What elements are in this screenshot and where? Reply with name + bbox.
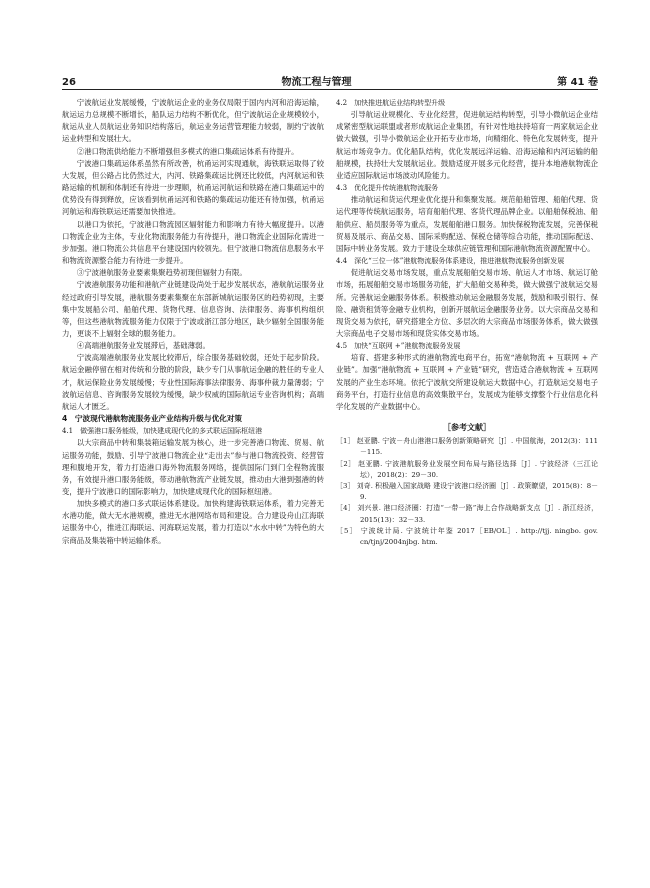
subsection-heading-4-3: 4.3 优化提升传统港航物流服务	[336, 184, 439, 193]
paragraph: 以港口为依托，宁波港口物流园区辐射能力和影响力有待大幅度提升。以港口物流企业为主体，专业化物流服务能力有待提升，港口物流企业国际化需进一步加强。港口物流公共信息平台建设国内较领先。但宁波港口物流信息服务水平和物流资源整合能力有待进一步提升。	[62, 219, 324, 266]
reference-item: ［2］ 赵亚鹏. 宁波港航服务业发展空间布局与路径选择［J］. 宁波经济（三江论坛），2018(2)：29－30.	[336, 459, 598, 479]
right-column	[336, 97, 598, 548]
paragraph: ④高端港航服务业发展滞后，基础薄弱。	[76, 341, 210, 351]
paragraph: 引导航运业规模化、专业化经营，促进航运结构转型，引导小微航运企业结成紧密型航运联盟或者形成航运企业集团，有针对性地扶持培育一两家航运企业做大做强，引导小微航运企业开拓专业市场，向精细化、特色化发展转变，提升航运市场竞争力。优化船队结构，优化发展远洋运输、沿海运输和内河运输的船舶规模，扶持壮大发展航运业。鼓励适度开展多元化经营，提升本地港航物流企业适应国际航运市场波动风险能力。	[336, 110, 598, 180]
paragraph: ③宁波港航服务业要素集聚趋势初现但辐射力有限。	[76, 268, 247, 278]
reference-item: ［4］ 刘兴景. 港口经济圈：打造“一带一路”海上合作战略新支点［J］. 浙江经济，2015(13)：32－33.	[336, 504, 598, 524]
subsection-heading-4-5: 4.5 加快“互联网 +”港航物流服务发展	[336, 342, 461, 351]
paragraph: 以大宗商品中转和集装箱运输发展为核心，进一步完善港口物流、贸易、航运服务功能，鼓励、引导宁波港口物流企业“走出去”参与港口物流投资、经营管理和腹地开发，着力打造港口海外物流服务网络，提供国际门到门全程物流服务，有效提升港口服务能级，带动港航物流产业链发展，推动由大港到强港的转变，提升宁波港口的国际影响力，加快建成现代化的国际枢纽港。	[62, 438, 324, 496]
subsection-heading-4-1: 4.1 做强港口服务能级，加快建成现代化的多式联运国际枢纽港	[62, 427, 263, 436]
paragraph: 宁波高端港航服务业发展比较滞后，综合服务基础较弱，还处于起步阶段。航运金融停留在相对传统和分散的阶段，缺少专门从事航运金融的胜任的专业人才，航运保险业务发展缓慢；专业性国际海事法律服务、海事仲裁力量薄弱；宁波航运信息、咨询服务发展较为缓慢，缺少权威的国际航运专业咨询机构；高端航运人才匮乏。	[62, 353, 324, 411]
page-number: 26	[62, 77, 76, 88]
subsection-heading-4-4: 4.4 深化“三位一体”港航物流服务体系建设，推进港航物流服务创新发展	[336, 257, 565, 266]
volume-number: 第 41 卷	[557, 77, 598, 88]
journal-title: 物流工程与管理	[281, 77, 352, 88]
paragraph: 促进航运交易市场发展，重点发展船舶交易市场、航运人才市场、航运订舱市场，拓展船舶交易市场服务功能，扩大船舶交易种类，做大做强宁波航运交易所。完善航运金融服务体系。积极推动航运金融服务发展，鼓励和吸引银行、保险、融资租赁等金融专业机构，创新开展航运金融服务业务。以大宗商品交易和现货交易为依托，研究搭建全方位、多层次的大宗商品市场服务体系，做大做强大宗商品电子交易市场和现货实体交易市场。	[336, 268, 598, 338]
paragraph: 宁波港口集疏运体系虽然有所改善，杭甬运河实现通航，海铁联运取得了较大发展，但公路占比仍然过大，内河、铁路集疏运比例还比较低，内河航运和铁路运输的机制和体制还有待进一步理顺，杭甬运河航运和铁路在港口集疏运中的优势没有得到释放，应该看到杭甬运河和铁路的集疏运功能还有待加强，杭甬运河航运和海铁联运还需要加快推进。	[62, 158, 324, 217]
page-header	[62, 72, 598, 88]
paragraph: 培育、搭建多种形式的港航物流电商平台，拓宽“港航物流 + 互联网 + 产业链”。加强“港航物流 + 互联网 + 产业链”研究，营造适合港航物流 + 互联网发展的产业生态环境。依托宁波航交所建设航运大数据中心，打造航运交易电子商务平台，打造行业信息的高效集散平台，发展成为能够支撑整个行业信息化科学化发展的产业数据中心。	[336, 353, 598, 411]
header-rule	[62, 89, 598, 90]
paragraph: 加快多模式的港口多式联运体系建设。加快构建海铁联运体系，着力完善无水港功能，做大无水港规模，推进无水港网络布局和建设。合力建设舟山江海联运服务中心，推进江海联运、河海联运发展，着力打造以“水水中转”为特色的大宗商品及集装箱中转运输体系。	[62, 499, 324, 545]
subsection-heading-4-2: 4.2 加快推进航运业结构转型升级	[336, 99, 446, 107]
paragraph: 推动航运和货运代理业优化提升和集聚发展。规范船舶管理、船舶代理、货运代理等传统航运服务，培育船舶代理、客货代理品牌企业。以船舶保税油、船舶供应、船员服务等为重点，发展船舶港口服务。加快保税物流发展，完善保税贸易及展示、商品交易、国际采购配送、保税仓储等综合功能，推动国际配送、国际中转业务发展。致力于建设全球供应链管理和国际港航物流资源配置中心。	[336, 195, 598, 253]
paragraph: 宁波航运业发展缓慢，宁波航运企业的业务仅局限于国内内河和沿海运输，航运运力总规模不断增长，船队运力结构不断优化，但宁波航运企业规模较小，航运从业人员航运业务知识结构落后，航运业务运营管理能力较弱，制约宁波航运业转型和发展壮大。	[62, 98, 324, 144]
section-heading-4: 4 宁波现代港航物流服务业产业结构升级与优化对策	[62, 414, 242, 424]
reference-item: ［3］ 刘奇. 积极融入国家战略 建设宁波港口经济圈［J］. 政策瞭望，2015(8)：8－9.	[336, 482, 598, 502]
left-column	[62, 97, 324, 547]
paragraph: 宁波港航服务功能和港航产业链建设尚处于起步发展状态，港航航运服务业经过政府引导发展，港航服务要素集聚在东部新城航运服务区的趋势初现，主要集中发展船公司、船舶代理、货物代理、信息咨询、法律服务、海事机构组织等，但这些港航物流服务能力仅限于宁波或浙江部分地区，缺少辐射全国服务能力，更谈不上辐射全球的服务能力。	[62, 280, 324, 338]
reference-item: ［5］ 宁波统计局. 宁波统计年鉴 2017［EB/OL］. http://tjj. ningbo. gov. cn/tjnj/2004njbg. htm.	[336, 526, 598, 547]
references-title: ［参考文献］	[443, 422, 491, 433]
reference-item: ［1］ 赵亚鹏. 宁波－舟山港港口服务创新策略研究［J］. 中国航海，2012(3)：111－115.	[336, 437, 598, 457]
paragraph: ②港口物流供给能力不断增强但多模式的港口集疏运体系有待提升。	[76, 146, 299, 156]
